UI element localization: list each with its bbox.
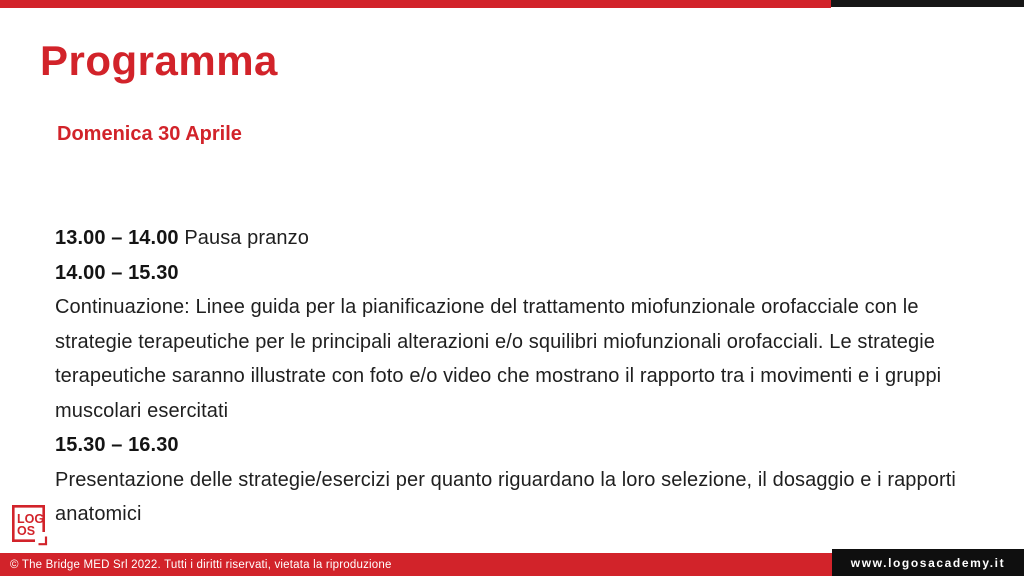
top-bar-red-segment	[0, 0, 831, 8]
logo-text-line1: LOG	[17, 512, 45, 526]
copyright-text: © The Bridge MED Srl 2022. Tutti i diritti riservati, vietata la riproduzione	[10, 558, 392, 571]
time-range-session-1: 14.00 – 15.30	[55, 261, 179, 284]
activity-label-lunch: Pausa pranzo	[184, 227, 309, 249]
website-text: www.logosacademy.it	[850, 555, 1006, 570]
activity-description-session-2: Presentazione delle strategie/esercizi per quanto riguardano la loro selezione, il dosaggio e i rapporti anatomici	[55, 468, 956, 525]
top-bar-black-segment	[831, 0, 1024, 7]
logos-logo-icon	[10, 503, 48, 547]
activity-description-session-1: Continuazione: Linee guida per la pianificazione del trattamento miofunzionale orofacciale con le strategie terapeutiche per le principali alterazioni e/o squilibri miofunzionali orofacciali. Le strategie terapeutiche saranno illustrate con foto e/o video che mostrano il rapporto tra i movimenti e i gruppi muscolari esercitati	[55, 296, 942, 422]
time-range-lunch: 13.00 – 14.00	[55, 227, 179, 249]
footer-website-bar	[832, 549, 1024, 576]
date-subtitle: Domenica 30 Aprile	[57, 123, 242, 145]
schedule-item-lunch	[55, 221, 967, 256]
page-title: Programma	[40, 37, 278, 84]
time-range-session-2: 15.30 – 16.30	[55, 434, 179, 456]
logo-text-line2: OS	[17, 524, 36, 538]
schedule-body	[55, 221, 967, 532]
top-accent-bar	[0, 0, 1024, 8]
footer-copyright-bar	[0, 553, 832, 576]
logos-logo	[10, 503, 48, 547]
